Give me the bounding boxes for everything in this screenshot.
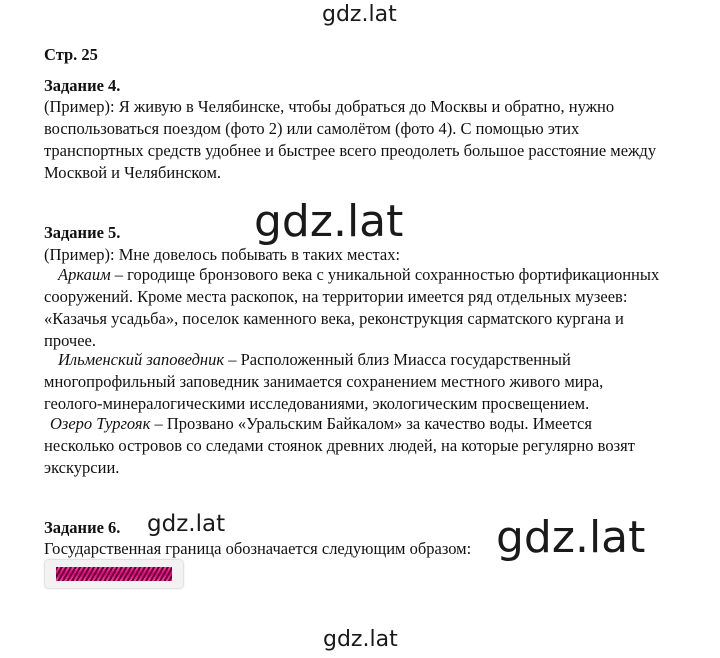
- place-name: Ильменский заповедник: [58, 350, 225, 369]
- place-name: Аркаим: [58, 265, 111, 284]
- place-name: Озеро Тургояк: [50, 414, 151, 433]
- task6-text: Государственная граница обозначается следующим образом:: [44, 539, 472, 558]
- place-arkaim-line: прочее.: [44, 331, 96, 350]
- watermark-large: gdz.lat: [496, 512, 646, 563]
- task4-line: воспользоваться поездом (фото 2) или самолётом (фото 4). С помощью этих: [44, 119, 580, 138]
- border-line-icon: [56, 567, 172, 581]
- task4-line: (Пример): Я живую в Челябинске, чтобы добраться до Москвы и обратно, нужно: [44, 97, 615, 116]
- page-number: Стр. 25: [44, 45, 98, 64]
- place-description: – городище бронзового века с уникальной сохранностью фортификационных: [110, 265, 660, 284]
- task4-line: транспортных средств удобнее и быстрее всего преодолеть большое расстояние между: [44, 141, 657, 160]
- task4-line: Москвой и Челябинском.: [44, 163, 222, 182]
- place-arkaim-line: «Казачья усадьба», поселок каменного века, реконструкция сарматского кургана и: [44, 309, 624, 328]
- task5-heading: Задание 5.: [44, 223, 121, 242]
- watermark-top: gdz.lat: [322, 2, 397, 27]
- task4-heading: Задание 4.: [44, 76, 121, 95]
- task6-heading: Задание 6.: [44, 518, 121, 537]
- watermark-middle: gdz.lat: [254, 196, 404, 247]
- place-turgoyak-first-line: [50, 413, 592, 435]
- place-ilmen-line: геолого-минералогическими исследованиями, экологическим просвещением.: [44, 394, 590, 413]
- watermark-small: gdz.lat: [147, 511, 226, 537]
- place-description: – Расположенный близ Миасса государственный: [224, 350, 571, 369]
- place-description: – Прозвано «Уральским Байкалом» за качество воды. Имеется: [150, 414, 592, 433]
- place-turgoyak-line: несколько островов со следами стоянок древних людей, на которые регулярно возят: [44, 436, 635, 455]
- place-arkaim-line: сооружений. Кроме места раскопок, на территории имеется ряд отдельных музеев:: [44, 287, 628, 306]
- watermark-bottom: gdz.lat: [323, 627, 398, 652]
- place-ilmen-line: многопрофильный заповедник занимается сохранением местного живого мира,: [44, 372, 604, 391]
- task5-intro: (Пример): Мне довелось побывать в таких местах:: [44, 245, 401, 264]
- place-arkaim-first-line: [58, 264, 659, 286]
- place-turgoyak-line: экскурсии.: [44, 458, 120, 477]
- place-ilmen-first-line: [58, 349, 571, 371]
- state-border-symbol: [45, 560, 183, 588]
